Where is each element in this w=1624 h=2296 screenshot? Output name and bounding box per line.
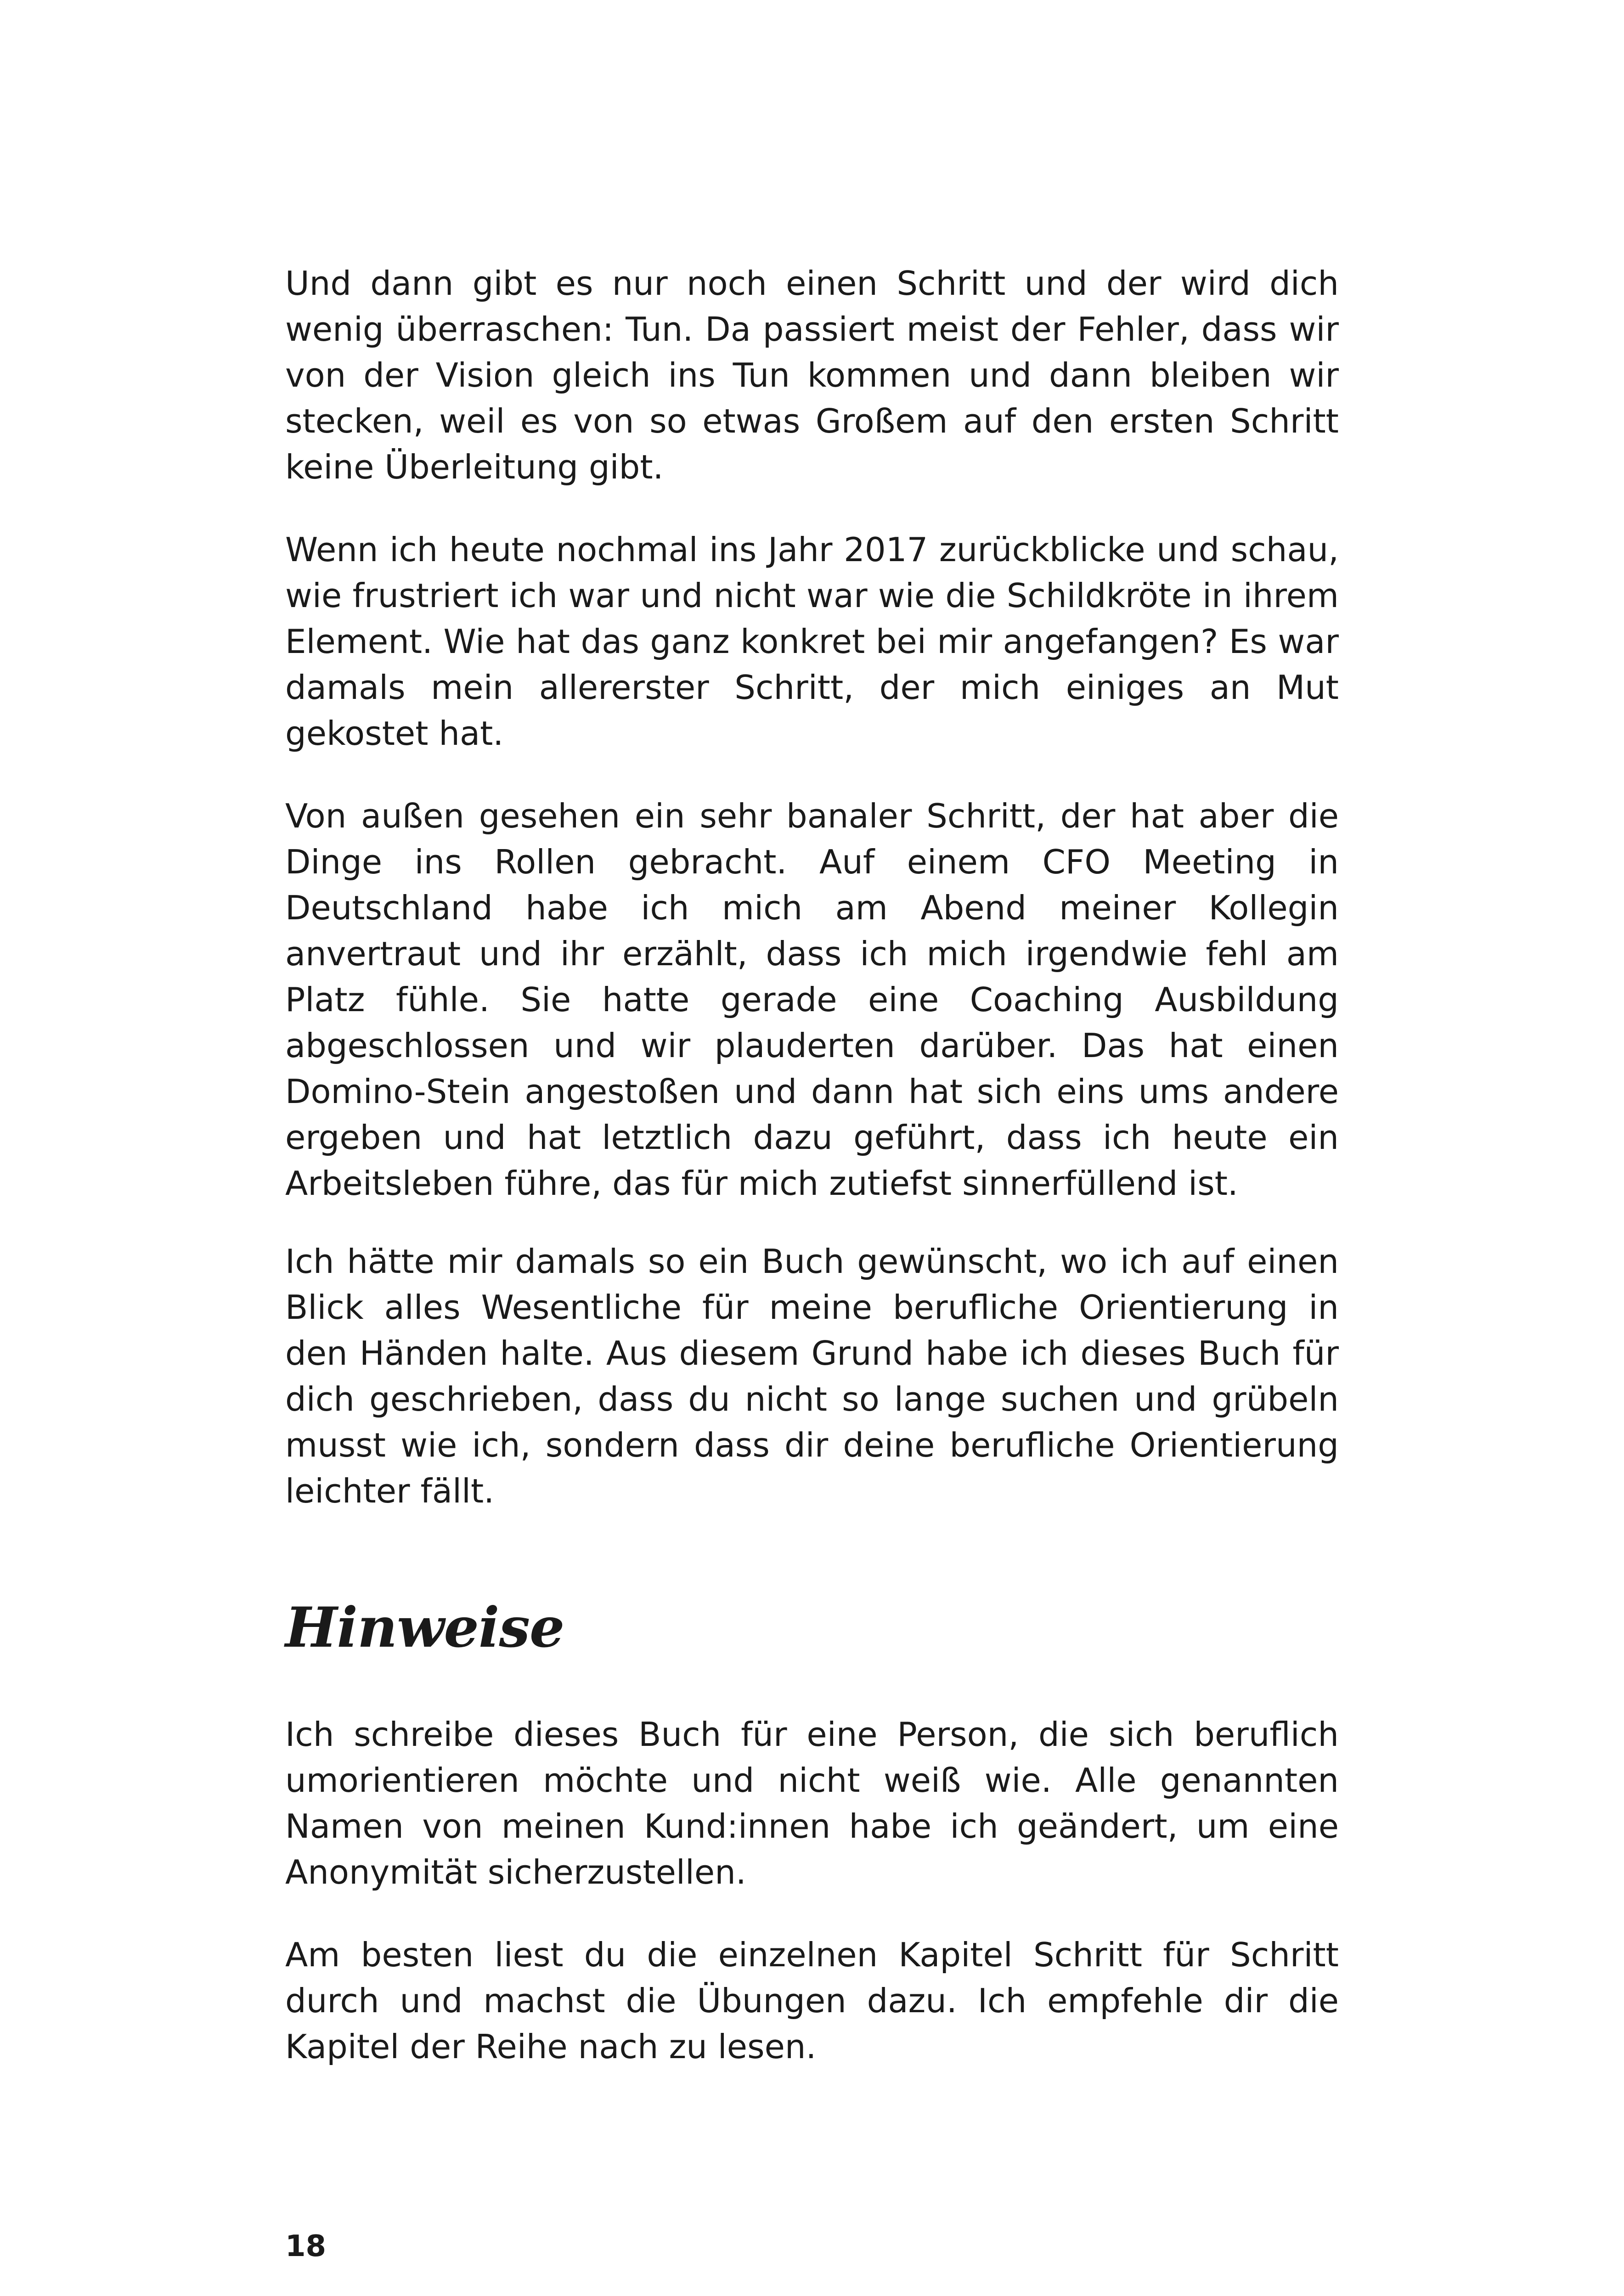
body-paragraph-3 xyxy=(285,793,1339,1206)
paragraph-text: Wenn ich heute nochmal ins Jahr 2017 zurückblicke und schau, wie frustriert ich war und nicht war wie die Schildkröte in ihrem Element. Wie hat das ganz konkret bei mir angefangen? Es war damals mein allererster Schritt, der mich einiges an Mut gekostet hat. xyxy=(285,530,1339,753)
section-paragraph-1 xyxy=(285,1711,1339,1895)
body-paragraph-1 xyxy=(285,260,1339,490)
section-heading: Hinweise xyxy=(285,1595,564,1660)
page-number: 18 xyxy=(285,2229,327,2263)
paragraph-text: Und dann gibt es nur noch einen Schritt und der wird dich wenig überraschen: Tun. Da passiert meist der Fehler, dass wir von der Vision gleich ins Tun kommen und dann bleiben wir stecken, weil es von so etwas Großem auf den ersten Schritt keine Überleitung gibt. xyxy=(285,264,1339,486)
paragraph-text: Von außen gesehen ein sehr banaler Schritt, der hat aber die Dinge ins Rollen gebracht. Auf einem CFO Meeting in Deutschland habe ich mich am Abend meiner Kollegin anvertraut und ihr erzählt, dass ich mich irgendwie fehl am Platz fühle. Sie hatte gerade eine Coaching Ausbildung abgeschlossen und wir plauderten darüber. Das hat einen Domino-Stein angestoßen und dann hat sich eins ums andere ergeben und hat letztlich dazu geführt, dass ich heute ein Arbeitsleben führe, das für mich zutiefst sinnerfüllend ist. xyxy=(285,797,1339,1203)
body-paragraph-2 xyxy=(285,527,1339,756)
paragraph-text: Ich schreibe dieses Buch für eine Person, die sich beruflich umorientieren möchte und nicht weiß wie. Alle genannten Namen von meinen Kund:innen habe ich geändert, um eine Anonymität sicherzustellen. xyxy=(285,1715,1339,1891)
body-paragraph-4 xyxy=(285,1238,1339,1514)
section-paragraph-2 xyxy=(285,1932,1339,2070)
paragraph-text: Ich hätte mir damals so ein Buch gewünscht, wo ich auf einen Blick alles Wesentliche für meine berufliche Orientierung in den Händen halte. Aus diesem Grund habe ich dieses Buch für dich geschrieben, dass du nicht so lange suchen und grübeln musst wie ich, sondern dass dir deine berufliche Orientierung leichter fällt. xyxy=(285,1242,1339,1510)
paragraph-text: Am besten liest du die einzelnen Kapitel Schritt für Schritt durch und machst die Übungen dazu. Ich empfehle dir die Kapitel der Reihe nach zu lesen. xyxy=(285,1936,1339,2066)
